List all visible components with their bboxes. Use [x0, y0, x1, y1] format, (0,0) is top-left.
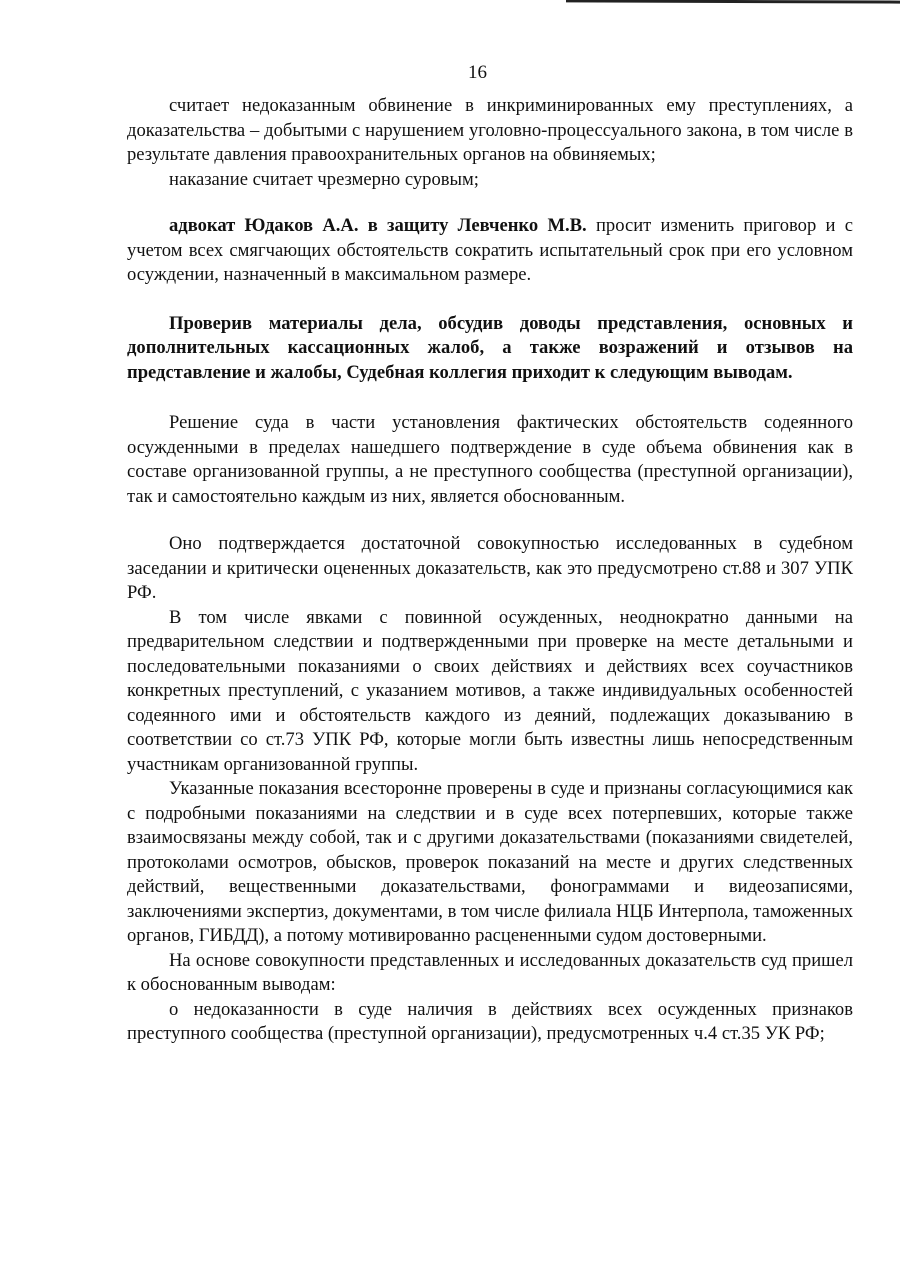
document-body	[127, 94, 853, 1047]
paragraph-court-findings-heading: Проверив материалы дела, обсудив доводы представления, основных и дополнительных кассационных жалоб, а также возражений и отзывов на представление и жалобы, Судебная коллегия приходит к следующим выводам.	[127, 312, 853, 383]
top-rule	[566, 0, 900, 4]
paragraph-criminal-community-unproven: о недоказанности в суде наличия в действиях всех осужденных признаков преступного сообщества (преступной организации), предусмотренных ч.4 ст.35 УК РФ;	[127, 998, 853, 1044]
paragraph-court-decision-justified: Решение суда в части установления фактических обстоятельств содеянного осужденными в пределах нашедшего подтверждение в суде объема обвинения как в составе организованной группы, а не преступного сообщества (преступной организации), так и самостоятельно каждым из них, является обоснованным.	[127, 412, 853, 507]
page-number: 16	[468, 62, 487, 83]
paragraph-punishment-severe: наказание считает чрезмерно суровым;	[169, 168, 479, 190]
paragraph-court-conclusions: На основе совокупности представленных и исследованных доказательств суд пришел к обоснованным выводам:	[127, 949, 853, 995]
paragraph-confirmed-evidence: Оно подтверждается достаточной совокупностью исследованных в судебном заседании и критически оцененных доказательств, как это предусмотрено ст.88 и 307 УПК РФ.	[127, 533, 853, 603]
paragraph-advocate-request	[127, 214, 853, 288]
advocate-request-text: просит изменить приговор и с учетом всех смягчающих обстоятельств сократить испытательный срок при его условном осуждении, назначенный в максимальном размере.	[127, 215, 853, 285]
advocate-name: адвокат Юдаков А.А. в защиту Левченко М.В.	[169, 215, 587, 236]
paragraph-testimony-verified: Указанные показания всесторонне проверены в суде и признаны согласующимися как с подробными показаниями на следствии и в суде всех потерпевших, которые также взаимосвязаны между собой, так и с другими доказательствами (показаниями свидетелей, протоколами осмотров, обысков, проверок показаний на месте и других следственных действий, вещественными доказательствами, фонограммами и видеозаписями, заключениями экспертиз, документами, в том числе филиала НЦБ Интерпола, таможенных органов, ГИБДД), а потому мотивированно расцененными судом достоверными.	[127, 778, 853, 946]
paragraph-confessions: В том числе явками с повинной осужденных, неоднократно данными на предварительном следствии и подтвержденными при проверке на месте детальными и последовательными показаниями о своих действиях и действиях всех соучастников конкретных преступлений, с указанием мотивов, а также индивидуальных особенностей содеянного ими и обстоятельств каждого из деяний, подлежащих доказыванию в соответствии со ст.73 УПК РФ, которые могли быть известны лишь непосредственным участникам организованной группы.	[127, 606, 853, 775]
paragraph-objection-evidence: считает недоказанным обвинение в инкриминированных ему преступлениях, а доказательства – добытыми с нарушением уголовно-процессуального закона, в том числе в результате давления правоохранительных органов на обвиняемых;	[127, 95, 853, 165]
